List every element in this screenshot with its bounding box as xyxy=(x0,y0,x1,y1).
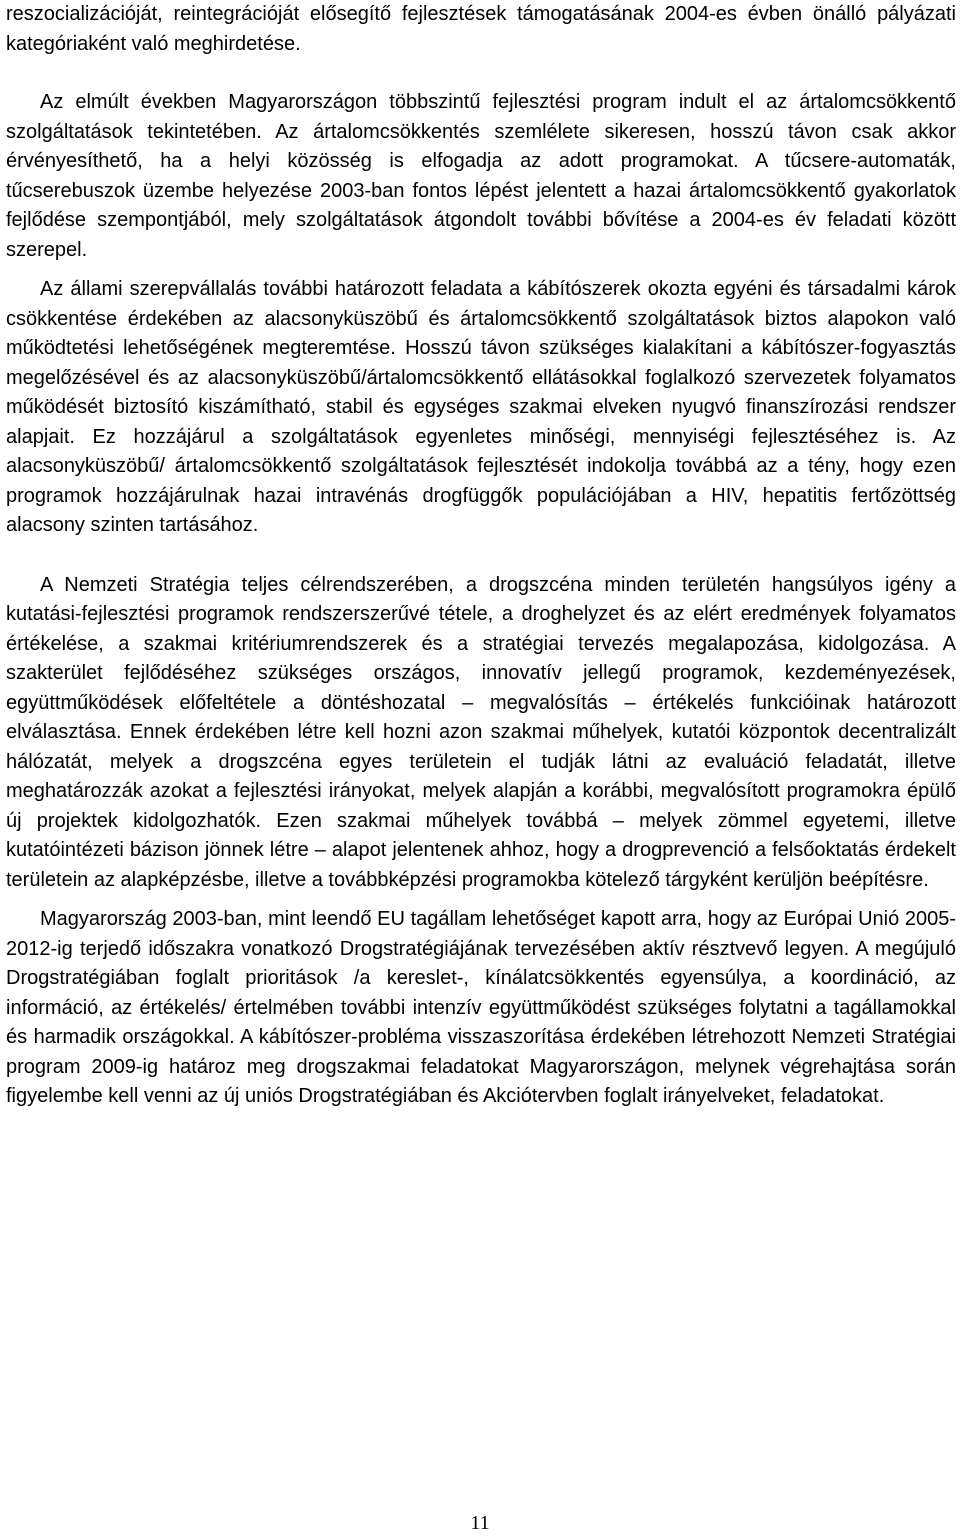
paragraph-continued: reszocializációját, reintegrációját elősegítő fejlesztések támogatásának 2004-es évben önálló pályázati kategóriaként való meghirdetése. xyxy=(6,3,956,55)
document-body xyxy=(6,0,956,1112)
paragraph-gap xyxy=(6,895,956,905)
paragraph-gap xyxy=(6,265,956,275)
paragraph-national-strategy: A Nemzeti Stratégia teljes célrendszerében, a drogszcéna minden területén hangsúlyos igény a kutatási-fejlesztési programok rendszerszerűvé tétele, a droghelyzet és az elért eredmények folyamatos értékelése, a szakmai kritériumrendszerek és a stratégiai tervezés megalapozása, kidolgozása. A szakterület fejlődéséhez szükséges országos, innovatív jellegű programok, kezdeményezések, együttműködések előfeltétele a döntéshozatal – megvalósítás – értékelés funkcióinak határozott elválasztása. Ennek érdekében létre kell hozni azon szakmai műhelyek, kutatói központok decentralizált hálózatát, melyek a drogszcéna egyes területein el tudják látni az evaluáció feladatát, illetve meghatározzák azokat a fejlesztési irányokat, melyek alapján a korábbi, megvalósított programokra épülő új projektek kidolgozhatók. Ezen szakmai műhelyek továbbá – melyek zömmel egyetemi, illetve kutatóintézeti bázison jönnek létre – alapot jelentenek ahhoz, hogy a drogprevenció a felsőoktatás érdekelt területein az alapképzésbe, illetve a továbbképzési programokba kötelező tárgyként kerüljön beépítésre. xyxy=(6,573,956,891)
paragraph-harm-reduction: Az elmúlt években Magyarországon többszintű fejlesztési program indult el az ártalomcsökkentő szolgáltatások tekintetében. Az ártalomcsökkentés szemlélete sikeresen, hosszú távon csak akkor érvényesíthető, ha a helyi közösség is elfogadja az adott programokat. A tűcsere-automaták, tűcserebuszok üzembe helyezése 2003-ban fontos lépést jelentett a hazai ártalomcsökkentő gyakorlatok fejlődése szempontjából, mely szolgáltatások átgondolt további bővítése a 2004-es év feladati között szerepel. xyxy=(6,91,956,261)
paragraph-gap xyxy=(6,541,956,571)
paragraph-state-role: Az állami szerepvállalás további határozott feladata a kábítószerek okozta egyéni és társadalmi károk csökkentése érdekében az alacsonyküszöbű és ártalomcsökkentő szolgáltatások biztos alapokon való működtetési lehetőségének megteremtése. Hosszú távon szükséges kialakítani a kábítószer-fogyasztás megelőzésével és az alacsonyküszöbű/ártalomcsökkentő ellátásokkal foglalkozó szervezetek folyamatos működését biztosító kiszámítható, stabil és egységes szakmai elveken nyugvó finanszírozási rendszer alapjait. Ez hozzájárul a szolgáltatások egyenletes minőségi, mennyiségi fejlesztéséhez is. Az alacsonyküszöbű/ ártalomcsökkentő szolgáltatások fejlesztését indokolja továbbá az a tény, hogy ezen programok hozzájárulnak hazai intravénás drogfüggők populációjában a HIV, hepatitis fertőzöttség alacsony szinten tartásához. xyxy=(6,278,956,536)
page-number: 11 xyxy=(470,1512,490,1534)
paragraph-eu-strategy: Magyarország 2003-ban, mint leendő EU tagállam lehetőséget kapott arra, hogy az Európai Unió 2005-2012-ig terjedő időszakra vonatkozó Drogstratégiájának tervezésében aktív résztvevő legyen. A megújuló Drogstratégiában foglalt prioritások /a kereslet-, kínálatcsökkentés egyensúlya, a koordináció, az információ, az értékelés/ értelmében további intenzív együttműködést szükséges folytatni a tagállamokkal és harmadik országokkal. A kábítószer-probléma visszaszorítása érdekében létrehozott Nemzeti Stratégiai program 2009-ig határoz meg drogszakmai feladatokat Magyarországon, melynek végrehajtása során figyelembe kell venni az új uniós Drogstratégiában és Akciótervben foglalt irányelveket, feladatokat. xyxy=(6,908,956,1107)
paragraph-gap xyxy=(6,59,956,88)
